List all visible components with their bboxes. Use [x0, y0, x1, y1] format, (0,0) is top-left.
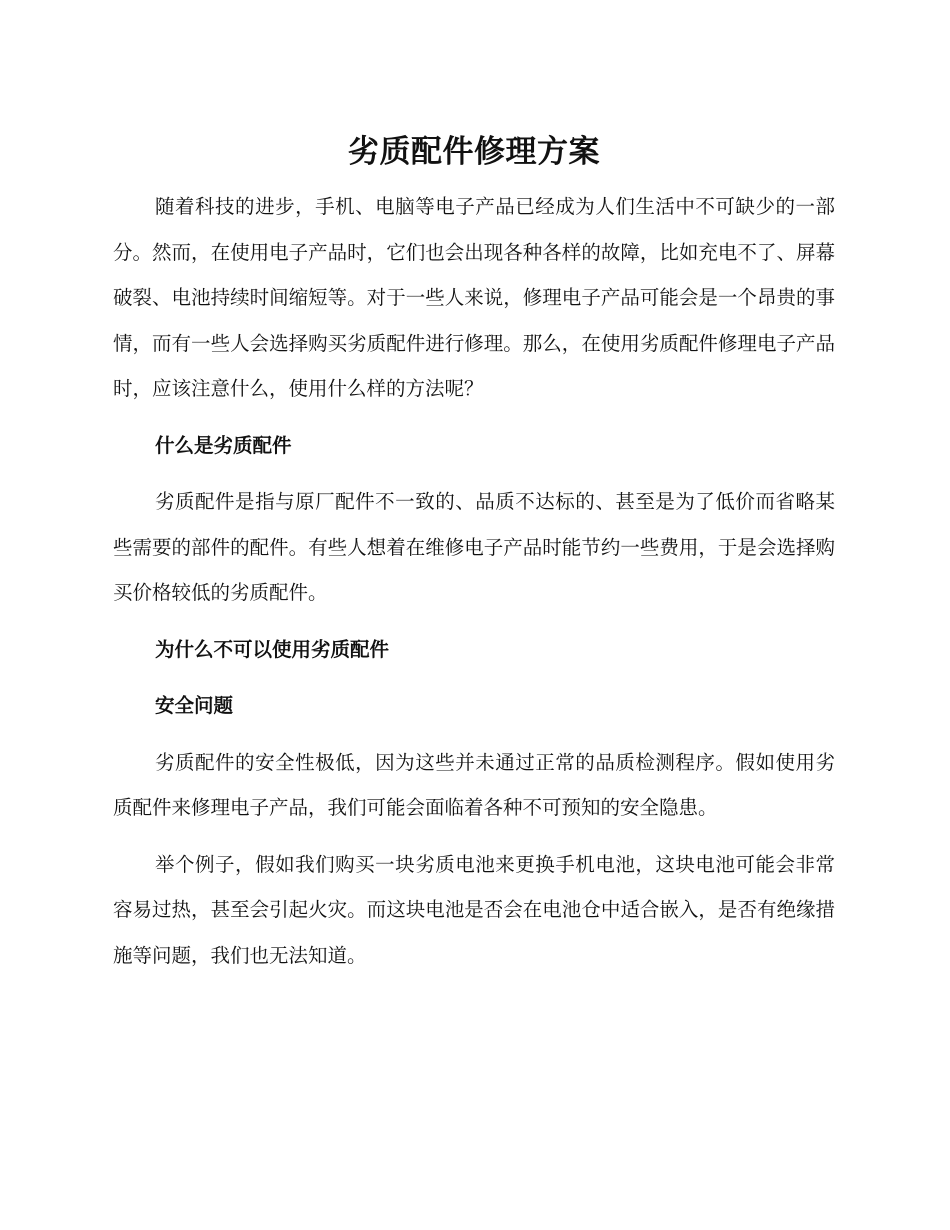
example-paragraph: 举个例子，假如我们购买一块劣质电池来更换手机电池，这块电池可能会非常容易过热，甚至会引起火灾。而这块电池是否会在电池仓中适合嵌入，是否有绝缘措施等问题，我们也无法知道。 [113, 852, 835, 967]
intro-paragraph: 随着科技的进步，手机、电脑等电子产品已经成为人们生活中不可缺少的一部分。然而，在使用电子产品时，它们也会出现各种各样的故障，比如充电不了、屏幕破裂、电池持续时间缩短等。对于一些人来说，修理电子产品可能会是一个昂贵的事情，而有一些人会选择购买劣质配件进行修理。那么，在使用劣质配件修理电子产品时，应该注意什么，使用什么样的方法呢？ [113, 195, 835, 400]
subsection-heading-safety: 安全问题 [155, 694, 234, 717]
document-title: 劣质配件修理方案 [348, 134, 600, 170]
safety-paragraph: 劣质配件的安全性极低，因为这些并未通过正常的品质检测程序。假如使用劣质配件来修理电子产品，我们可能会面临着各种不可预知的安全隐患。 [113, 750, 835, 819]
definition-paragraph: 劣质配件是指与原厂配件不一致的、品质不达标的、甚至是为了低价而省略某些需要的部件的配件。有些人想着在维修电子产品时能节约一些费用，于是会选择购买价格较低的劣质配件。 [113, 490, 835, 604]
section-heading-what-is: 什么是劣质配件 [155, 433, 292, 457]
section-heading-why-not: 为什么不可以使用劣质配件 [155, 637, 390, 661]
document-body [113, 128, 835, 989]
